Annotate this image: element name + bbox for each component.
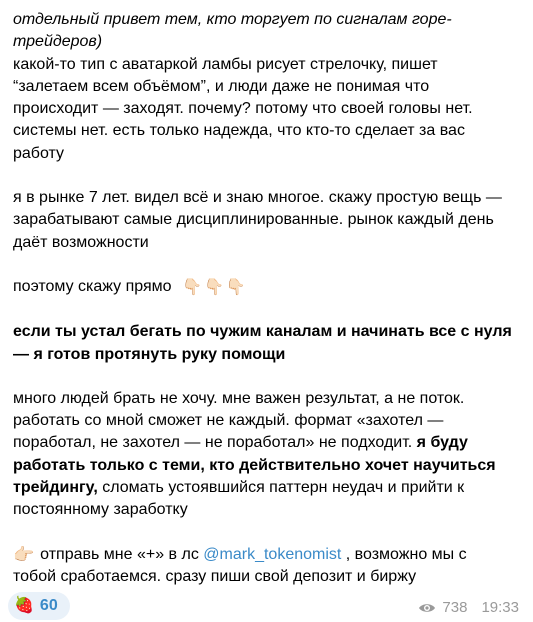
paragraph-6 (13, 544, 513, 589)
reaction-count: 60 (39, 596, 58, 614)
paragraph-2: я в рынке 7 лет. видел всё и знаю многое. скажу простую вещь — зарабатывают самые дисциплинированные. рынок каждый день даёт возможности (13, 189, 502, 251)
paragraph-1: какой-то тип с аватаркой ламбы рисует стрелочку, пишет “залетаем всем объёмом”, и люди даже не понимая что происходит — заходят. почему? потому что своей головы нет. системы нет. есть только надежда, что кто-то сделает за вас работу (13, 55, 473, 162)
reaction-button[interactable] (8, 592, 70, 620)
message-meta (418, 597, 519, 619)
paragraph-3-text: поэтому скажу прямо (13, 277, 172, 295)
paragraph-5-text: много людей брать не хочу. мне важен результат, а не поток. работать со мной сможет не каждый. формат «захотел — поработал, не захотел — не поработал» не подходит. (13, 389, 465, 452)
username-link[interactable]: @mark_tokenomist (203, 545, 342, 563)
paragraph-3 (13, 276, 513, 299)
intro-italic-line: отдельный привет тем, кто торгует по сигналам горе-трейдеров) (13, 11, 452, 51)
eye-icon (418, 602, 436, 614)
paragraph-5-tail: сломать устоявшийся паттерн неудач и прийти к постоянному заработку (13, 479, 465, 519)
paragraph-6-tail: , возможно мы с тобой сработаемся. сразу пиши свой депозит и биржу (13, 545, 467, 585)
paragraph-5 (13, 388, 513, 522)
view-count: 738 (442, 599, 468, 616)
message-footer (8, 592, 519, 620)
message-time: 19:33 (481, 599, 519, 616)
pointing-right-icon: 👉🏻 (13, 544, 35, 564)
paragraph-6-text: отправь мне «+» в лс (40, 545, 204, 563)
pointing-down-icon: 👇🏻👇🏻👇🏻 (182, 278, 248, 296)
paragraph-4-bold: если ты устал бегать по чужим каналам и начинать все с нуля — я готов протянуть руку помощи (13, 323, 512, 363)
paragraph-5-bold: я буду работать только с теми, кто действительно хочет научиться трейдингу, (13, 434, 496, 497)
strawberry-icon: 🍓 (14, 596, 34, 614)
